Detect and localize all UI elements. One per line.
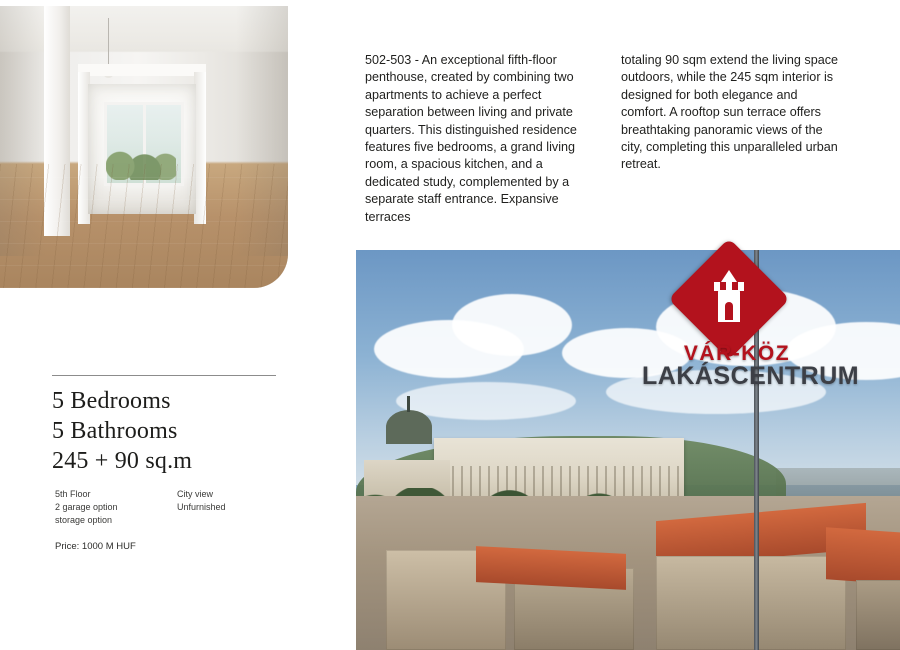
property-headline (52, 386, 282, 476)
spec-furnishing: Unfurnished (177, 502, 226, 512)
interior-photo (0, 6, 288, 288)
description-column-1: 502-503 - An exceptional fifth-floor penthouse, created by combining two apartments to achieve a perfect separation between living and private quarters. This distinguished residence features five bedrooms, a grand living room, a spacious kitchen, and a dedicated study, complemented by a separate staff entrance. Expansive terraces (365, 53, 577, 224)
spec-storage: storage option (55, 515, 113, 525)
logo-text-primary: VÁR-KÖZ (683, 342, 791, 365)
interior-photo-render (0, 6, 288, 288)
tower-body (718, 290, 740, 322)
cloud (452, 294, 572, 356)
building (656, 556, 846, 650)
spec-column-right (177, 488, 277, 514)
wooden-floor (0, 164, 288, 288)
castle-tower-icon (712, 278, 746, 322)
spec-view: City view (177, 489, 214, 499)
tower-roof (721, 270, 737, 282)
description-column-2: totaling 90 sqm extend the living space outdoors, while the 245 sqm interior is designed for both elegance and comfort. A rooftop sun terrace offers breathtaking panoramic views of the city, completing this unparalleled urban retreat. (621, 53, 839, 172)
headline-bathrooms: 5 Bathrooms (52, 418, 178, 444)
building (856, 580, 900, 650)
pendant-lamp (108, 18, 109, 70)
spec-table (55, 488, 285, 527)
right-column (290, 0, 900, 650)
door-header (78, 64, 206, 76)
spec-floor: 5th Floor (55, 489, 91, 499)
description-block (365, 52, 855, 226)
divider (52, 375, 276, 376)
spec-column-left (55, 488, 177, 527)
headline-area: 245 + 90 sq.m (52, 448, 193, 474)
headline-bedrooms: 5 Bedrooms (52, 388, 171, 414)
spec-garage: 2 garage option (55, 502, 118, 512)
company-logo (642, 256, 860, 396)
price-label: Price: 1000 M HUF (55, 541, 136, 552)
castle-dome (386, 410, 432, 444)
left-column (0, 0, 290, 650)
logo-text-secondary: LAKÁSCENTRUM (642, 362, 860, 390)
